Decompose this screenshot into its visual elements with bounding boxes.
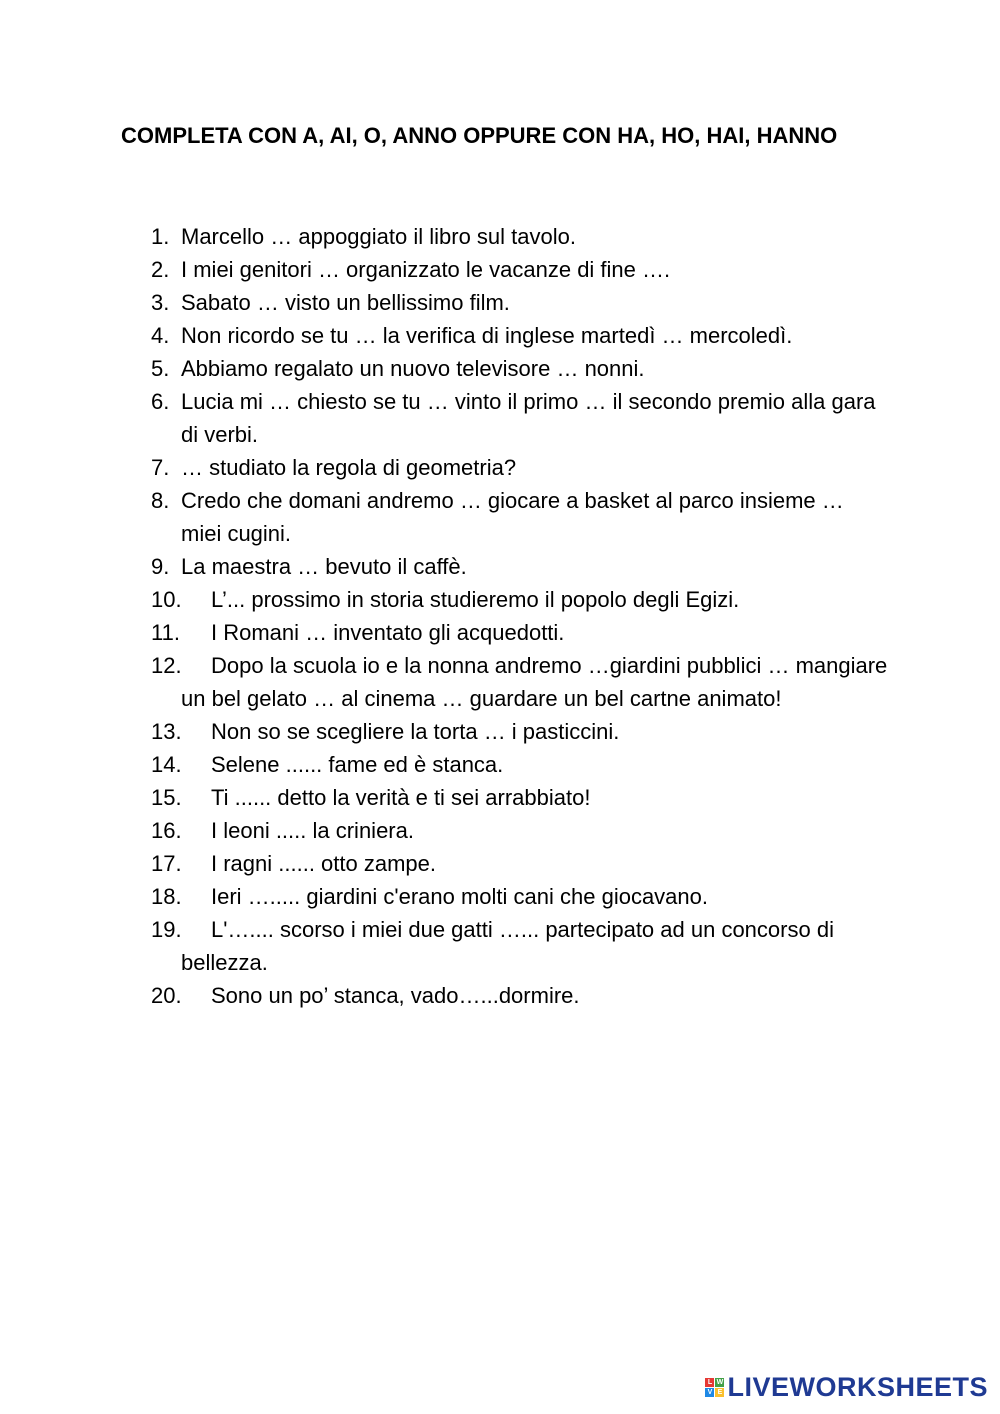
exercise-number: 13. bbox=[151, 719, 182, 744]
logo-cell: E bbox=[715, 1388, 724, 1397]
exercise-text: La maestra … bevuto il caffè. bbox=[181, 554, 467, 579]
exercise-item bbox=[0, 715, 1000, 748]
exercise-text: Credo che domani andremo … giocare a basket al parco insieme … miei cugini. bbox=[181, 488, 844, 546]
exercise-item bbox=[0, 781, 1000, 814]
exercise-number: 18. bbox=[151, 884, 182, 909]
exercise-text: … studiato la regola di geometria? bbox=[181, 455, 517, 480]
exercise-item bbox=[0, 286, 1000, 319]
exercise-number: 20. bbox=[151, 983, 182, 1008]
logo-cell: W bbox=[716, 1378, 724, 1386]
exercise-text: I miei genitori … organizzato le vacanze di fine …. bbox=[181, 257, 671, 282]
exercise-item bbox=[0, 253, 1000, 286]
exercise-number: 4. bbox=[151, 323, 170, 348]
exercise-number: 6. bbox=[151, 389, 170, 414]
liveworksheets-logo-icon bbox=[705, 1378, 724, 1397]
exercise-text: Abbiamo regalato un nuovo televisore … nonni. bbox=[181, 356, 645, 381]
exercise-number: 12. bbox=[151, 653, 182, 678]
exercise-text: I ragni ...... otto zampe. bbox=[211, 851, 436, 876]
logo-cell: L bbox=[705, 1378, 714, 1387]
liveworksheets-footer bbox=[705, 1372, 988, 1402]
exercise-item bbox=[0, 550, 1000, 583]
exercise-text: Ti ...... detto la verità e ti sei arrabbiato! bbox=[211, 785, 591, 810]
exercise-text: Non so se scegliere la torta … i pasticcini. bbox=[211, 719, 620, 744]
exercise-number: 14. bbox=[151, 752, 182, 777]
exercise-item bbox=[0, 385, 1000, 451]
exercise-item bbox=[0, 352, 1000, 385]
logo-cell: V bbox=[705, 1388, 714, 1397]
exercise-number: 7. bbox=[151, 455, 170, 480]
exercise-text: Lucia mi … chiesto se tu … vinto il primo … il secondo premio alla gara di verbi. bbox=[181, 389, 876, 447]
exercise-item bbox=[0, 748, 1000, 781]
exercise-number: 5. bbox=[151, 356, 170, 381]
exercise-item bbox=[0, 913, 1000, 979]
exercise-text: Ieri …..... giardini c'erano molti cani che giocavano. bbox=[211, 884, 708, 909]
exercise-list bbox=[0, 220, 1000, 1012]
exercise-text: I leoni ..... la criniera. bbox=[211, 818, 414, 843]
exercise-text: Marcello … appoggiato il libro sul tavolo. bbox=[181, 224, 576, 249]
exercise-number: 9. bbox=[151, 554, 170, 579]
exercise-item bbox=[0, 814, 1000, 847]
exercise-item bbox=[0, 649, 1000, 715]
exercise-text: Non ricordo se tu … la verifica di inglese martedì … mercoledì. bbox=[181, 323, 793, 348]
exercise-text: Selene ...... fame ed è stanca. bbox=[211, 752, 504, 777]
exercise-number: 10. bbox=[151, 587, 182, 612]
exercise-number: 3. bbox=[151, 290, 170, 315]
exercise-item bbox=[0, 220, 1000, 253]
exercise-number: 17. bbox=[151, 851, 182, 876]
exercise-text: Dopo la scuola io e la nonna andremo …giardini pubblici … mangiare un bel gelato … al cinema … guardare un bel cartne animato! bbox=[181, 653, 888, 711]
exercise-item bbox=[0, 847, 1000, 880]
exercise-number: 8. bbox=[151, 488, 170, 513]
exercise-item bbox=[0, 979, 1000, 1012]
exercise-item bbox=[0, 484, 1000, 550]
exercise-text: Sono un po’ stanca, vado…...dormire. bbox=[211, 983, 580, 1008]
exercise-text: I Romani … inventato gli acquedotti. bbox=[211, 620, 565, 645]
exercise-number: 11. bbox=[151, 620, 180, 645]
exercise-number: 16. bbox=[151, 818, 182, 843]
exercise-item bbox=[0, 451, 1000, 484]
exercise-item bbox=[0, 616, 1000, 649]
exercise-text: L'….... scorso i miei due gatti …... partecipato ad un concorso di bellezza. bbox=[181, 917, 834, 975]
exercise-text: L’... prossimo in storia studieremo il popolo degli Egizi. bbox=[211, 587, 740, 612]
worksheet-title: COMPLETA CON A, AI, O, ANNO OPPURE CON HA, HO, HAI, HANNO bbox=[121, 123, 838, 148]
brand-name: LIVEWORKSHEETS bbox=[727, 1372, 988, 1402]
exercise-item bbox=[0, 583, 1000, 616]
exercise-number: 15. bbox=[151, 785, 182, 810]
exercise-item bbox=[0, 319, 1000, 352]
exercise-number: 19. bbox=[151, 917, 182, 942]
exercise-text: Sabato … visto un bellissimo film. bbox=[181, 290, 510, 315]
exercise-number: 2. bbox=[151, 257, 170, 282]
exercise-number: 1. bbox=[151, 224, 170, 249]
exercise-item bbox=[0, 880, 1000, 913]
